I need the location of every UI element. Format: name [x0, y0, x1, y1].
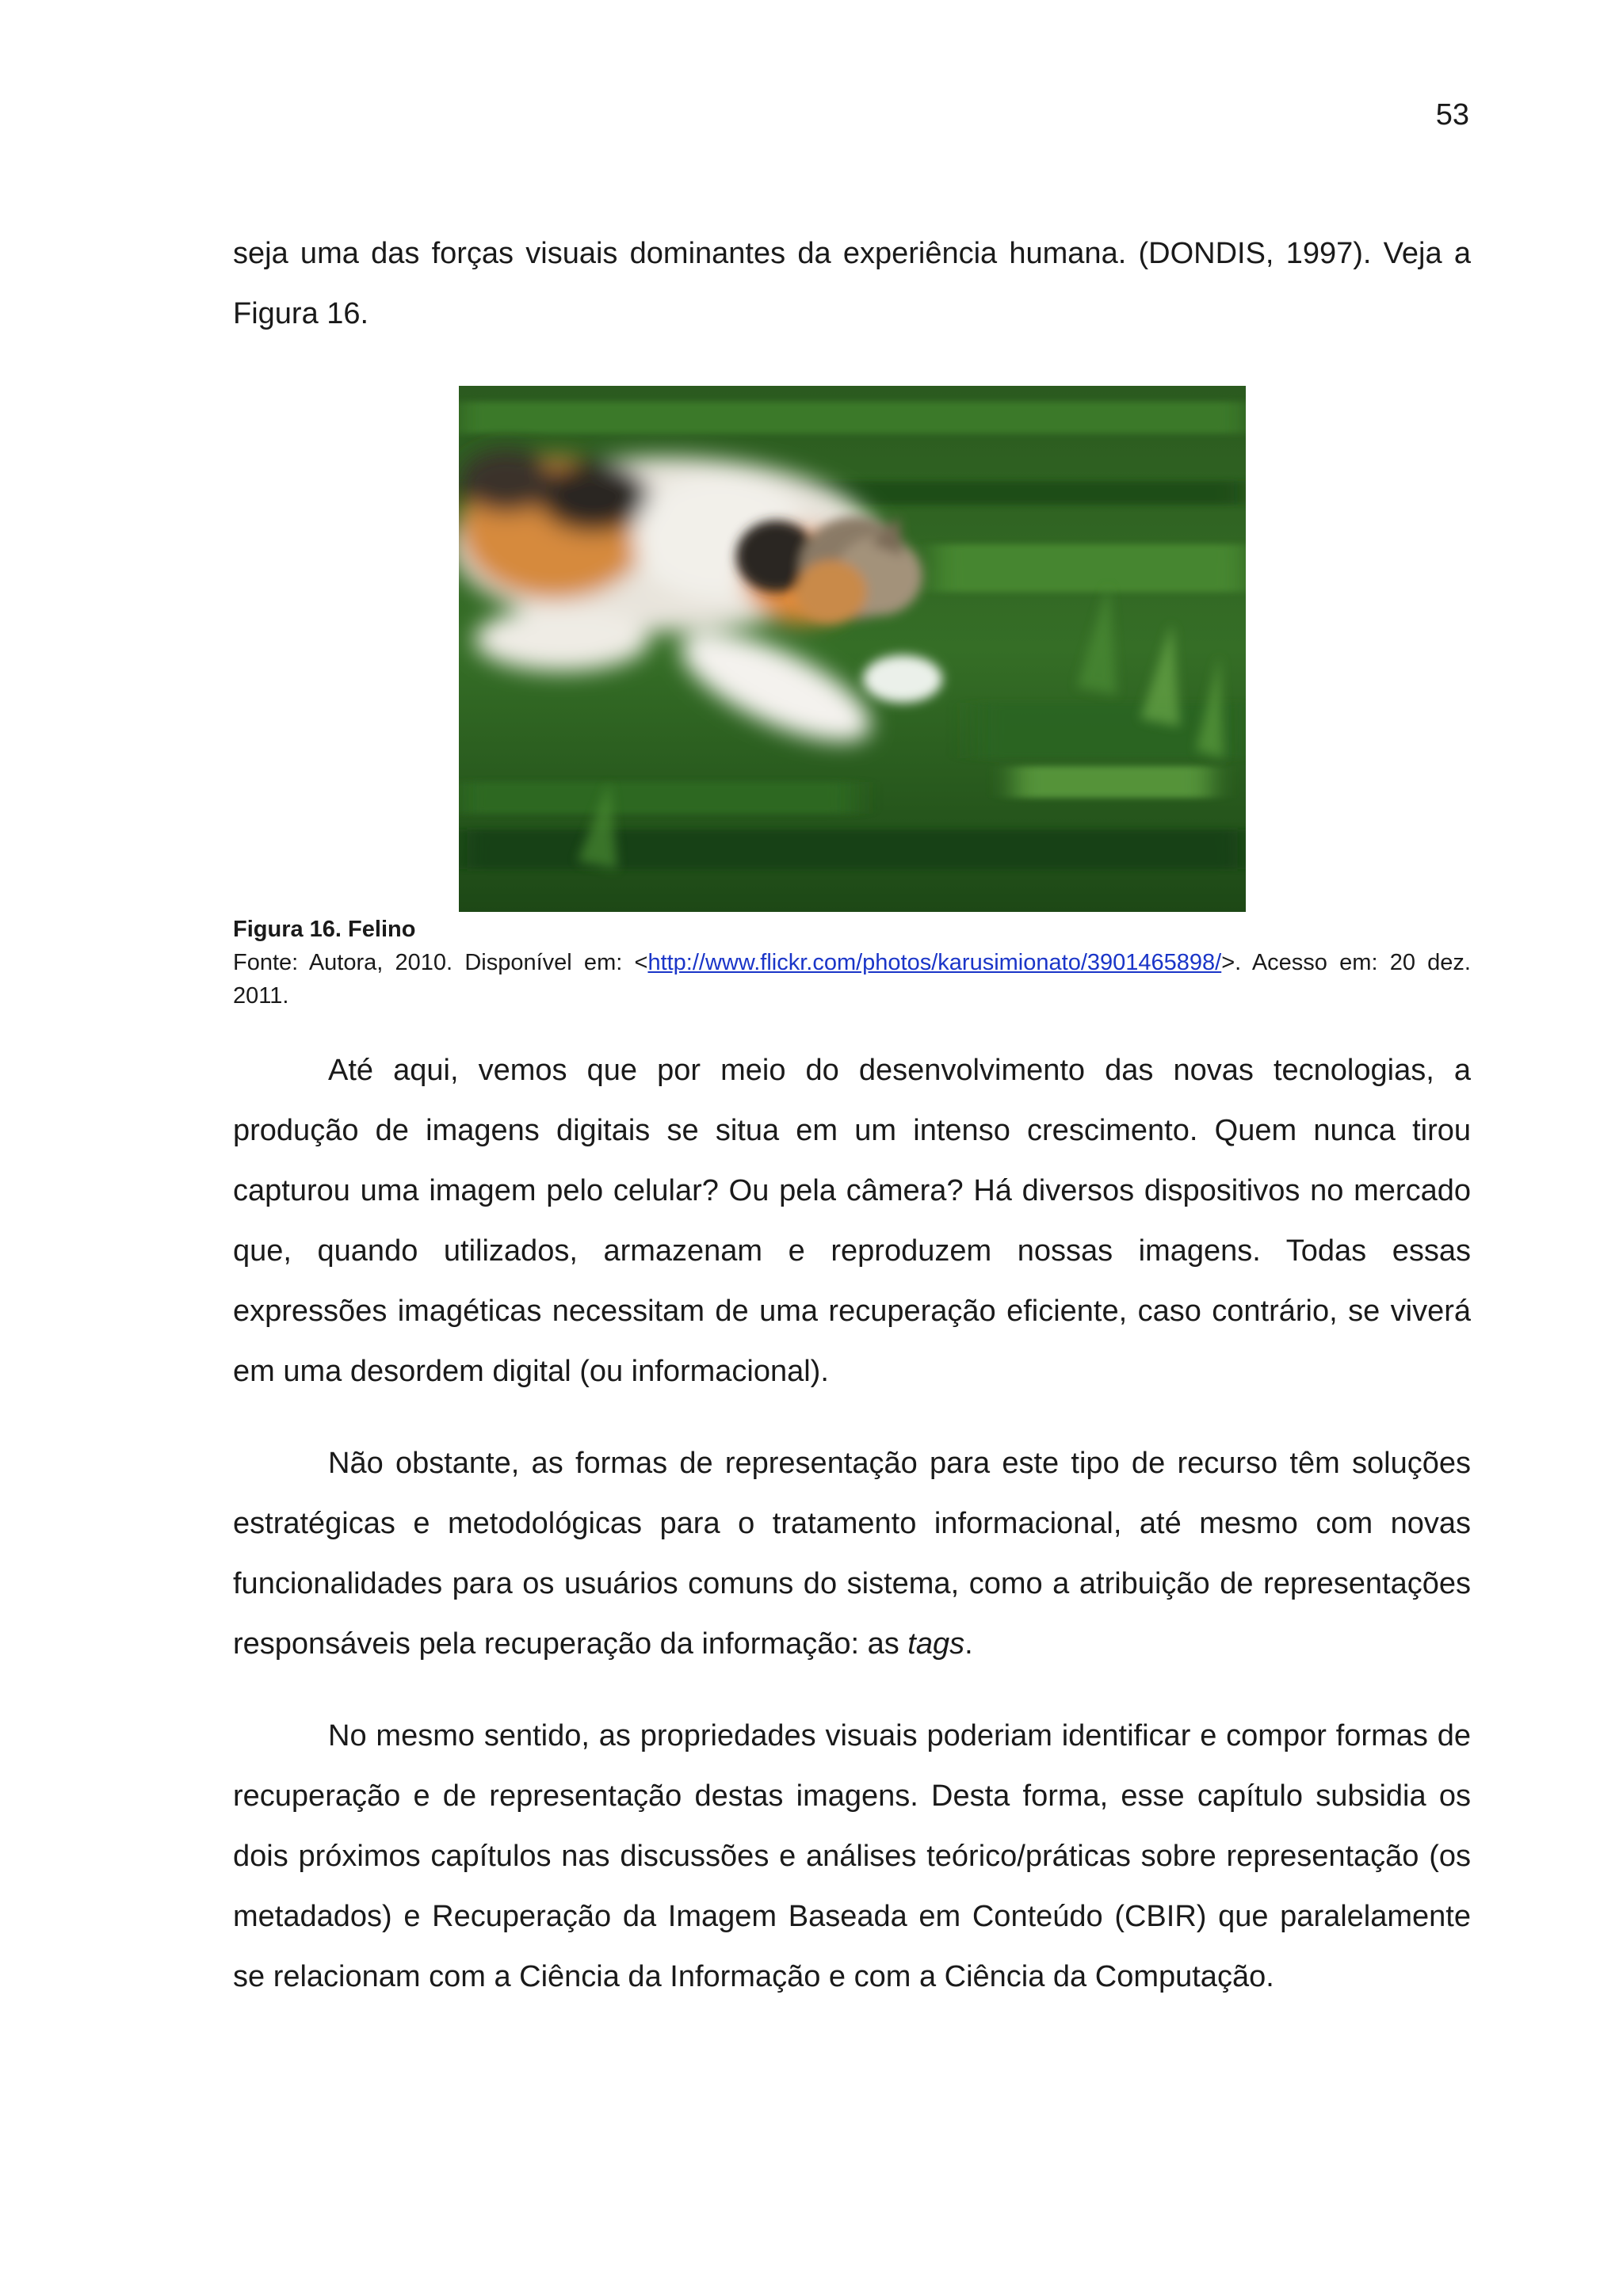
caption-source-prefix: Fonte: Autora, 2010. Disponível em: <: [233, 950, 648, 975]
paragraph-3: No mesmo sentido, as propriedades visuais poderiam identificar e compor formas de recuperação e de representação destas imagens. Desta forma, esse capítulo subsidia os dois próximos capítulos nas discussões e análises teórico/práticas sobre representação (os metadados) e Recuperação da Imagem Baseada em Conteúdo (CBIR) que paralelamente se relacionam com a Ciência da Informação e com a Ciência da Computação.: [233, 1719, 1471, 1993]
paragraph-2: [233, 1433, 1471, 1674]
page-number: 53: [1435, 98, 1469, 132]
paragraph-2-end: .: [964, 1627, 973, 1661]
figure-caption-source: [233, 946, 1471, 1013]
paragraph-2-italic-term: tags: [907, 1627, 965, 1661]
figure-caption-title: Figura 16. Felino: [233, 917, 416, 942]
paragraph-1: Até aqui, vemos que por meio do desenvolvimento das novas tecnologias, a produção de imagens digitais se situa em um intenso crescimento. Quem nunca tirou capturou uma imagem pelo celular? Ou pela câmera? Há diversos dispositivos no mercado que, quando utilizados, armazenam e reproduzem nossas imagens. Todas essas expressões imagéticas necessitam de uma recuperação eficiente, caso contrário, se viverá em uma desordem digital (ou informacional).: [233, 1054, 1471, 1388]
caption-source-suffix: >. Acesso em: 20 dez. 2011.: [233, 950, 1471, 1009]
figure-photo-cat: [459, 386, 1246, 912]
paragraph-2-text: Não obstante, as formas de representação para este tipo de recurso têm soluções estratégicas e metodológicas para o tratamento informacional, até mesmo com novas funcionalidades para os usuários comuns do sistema, como a atribuição de representações responsáveis pela recuperação da informação: as: [233, 1447, 1471, 1661]
intro-paragraph: seja uma das forças visuais dominantes da experiência humana. (DONDIS, 1997). Veja a Figura 16.: [233, 237, 1471, 330]
source-link[interactable]: http://www.flickr.com/photos/karusimionato/3901465898/: [647, 950, 1222, 975]
